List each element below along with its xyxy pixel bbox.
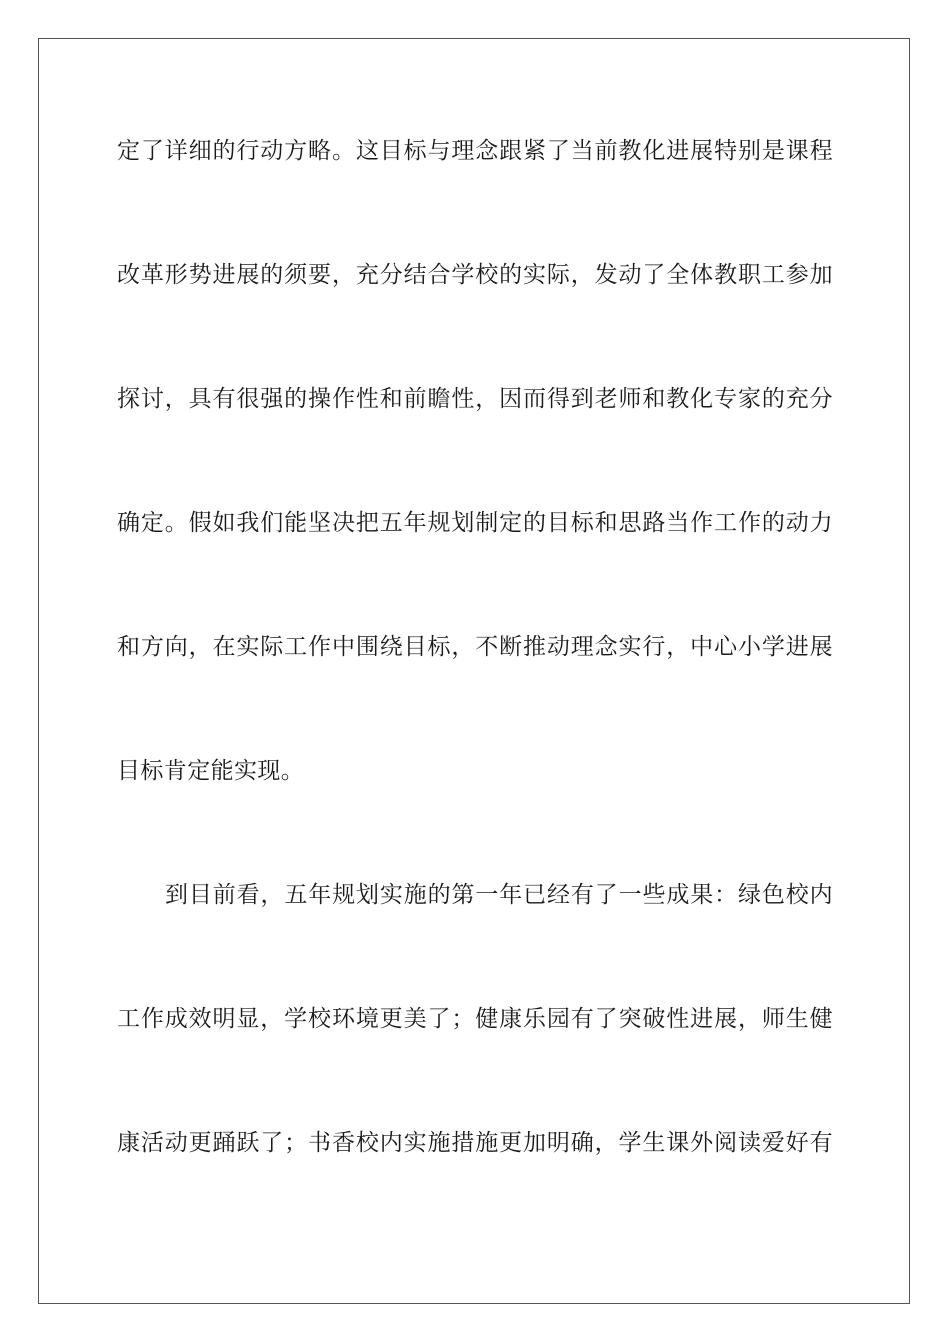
page-border: [38, 38, 910, 1304]
paragraph-line-3: 探讨，具有很强的操作性和前瞻性，因而得到老师和教化专家的充分: [117, 386, 833, 412]
paragraph-line-1: 定了详细的行动方略。这目标与理念跟紧了当前教化进展特别是课程: [117, 138, 833, 164]
paragraph-line-5: 和方向，在实际工作中围绕目标，不断推动理念实行，中心小学进展: [117, 634, 833, 660]
paragraph-line-6: 目标肯定能实现。: [117, 758, 305, 784]
paragraph-line-7: 到目前看，五年规划实施的第一年已经有了一些成果：绿色校内: [165, 882, 833, 908]
paragraph-line-9: 康活动更踊跃了；书香校内实施措施更加明确，学生课外阅读爱好有: [117, 1130, 833, 1156]
paragraph-line-4: 确定。假如我们能坚决把五年规划制定的目标和思路当作工作的动力: [117, 510, 833, 536]
paragraph-line-2: 改革形势进展的须要，充分结合学校的实际，发动了全体教职工参加: [117, 262, 833, 288]
paragraph-line-8: 工作成效明显，学校环境更美了；健康乐园有了突破性进展，师生健: [117, 1006, 833, 1032]
